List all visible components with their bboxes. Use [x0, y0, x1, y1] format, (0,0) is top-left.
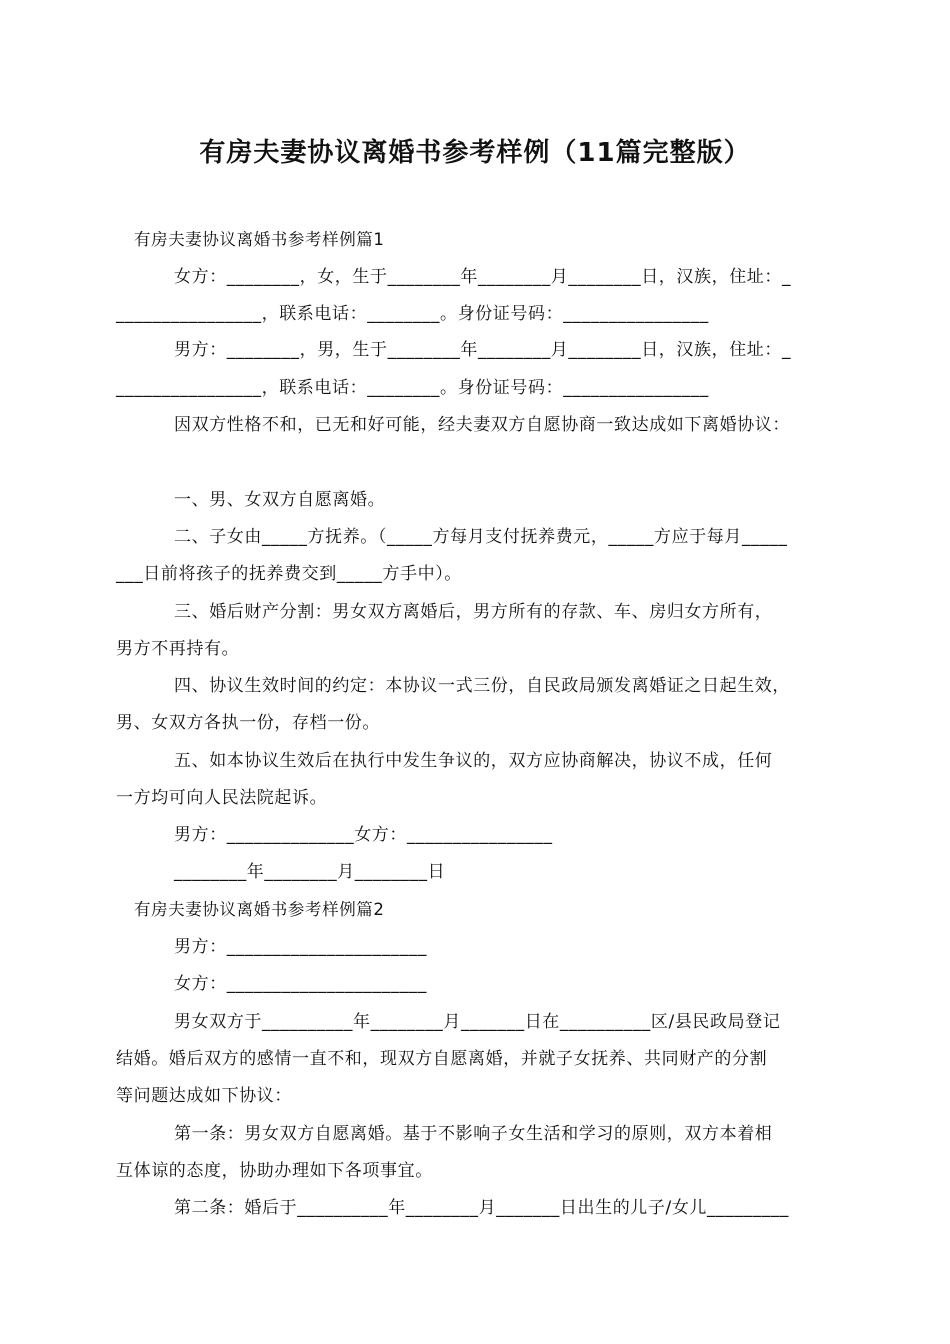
- clause-1: 一、男、女双方自愿离婚。: [174, 490, 386, 510]
- clause-3-line-1: 三、婚后财产分割：男女双方离婚后，男方所有的存款、车、房归女方所有，: [174, 602, 773, 622]
- signature-line: 男方：______________女方：________________: [174, 825, 553, 845]
- female-contact-line: ________________，联系电话：________。身份证号码：________________: [116, 304, 709, 324]
- section-heading-2: 有房夫妻协议离婚书参考样例篇2: [134, 900, 385, 919]
- male-party-line: 男方：________，男，生于________年________月________日，汉族，住址：_: [174, 340, 792, 360]
- marriage-registration-line-1: 男女双方于__________年________月_______日在__________区/县民政局登记: [174, 1012, 781, 1032]
- female-party-field: 女方：______________________: [174, 974, 427, 994]
- clause-2-line-2: ___日前将孩子的抚养费交到_____方手中）。: [116, 564, 462, 584]
- male-contact-line: ________________，联系电话：________。身份证号码：________________: [116, 378, 709, 398]
- article-1-line-1: 第一条：男女双方自愿离婚。基于不影响子女生活和学习的原则，双方本着相: [174, 1124, 773, 1144]
- marriage-registration-line-3: 等问题达成如下协议：: [116, 1086, 292, 1106]
- article-2-line-1: 第二条：婚后于__________年________月_______日出生的儿子/女儿_________: [174, 1198, 789, 1218]
- date-line: ________年________月________日: [174, 862, 446, 882]
- section-heading-1: 有房夫妻协议离婚书参考样例篇1: [134, 230, 385, 249]
- document-title: 有房夫妻协议离婚书参考样例（11篇完整版）: [199, 138, 751, 168]
- clause-4-line-2: 男、女双方各执一份，存档一份。: [116, 713, 380, 733]
- agreement-intro: 因双方性格不和，已无和好可能，经夫妻双方自愿协商一致达成如下离婚协议：: [174, 415, 790, 435]
- female-party-line: 女方：________，女，生于________年________月________日，汉族，住址：_: [174, 267, 792, 287]
- clause-4-line-1: 四、协议生效时间的约定：本协议一式三份，自民政局颁发离婚证之日起生效，: [174, 676, 790, 696]
- clause-5-line-1: 五、如本协议生效后在执行中发生争议的，双方应协商解决，协议不成，任何: [174, 751, 773, 771]
- clause-2-line-1: 二、子女由_____方抚养。（_____方每月支付抚养费元，_____方应于每月_____: [174, 527, 788, 547]
- male-party-field: 男方：______________________: [174, 937, 427, 957]
- clause-5-line-2: 一方均可向人民法院起诉。: [116, 788, 328, 808]
- marriage-registration-line-2: 结婚。婚后双方的感情一直不和，现双方自愿离婚，并就子女抚养、共同财产的分割: [116, 1049, 768, 1069]
- clause-3-line-2: 男方不再持有。: [116, 639, 240, 659]
- article-1-line-2: 互体谅的态度，协助办理如下各项事宜。: [116, 1161, 433, 1181]
